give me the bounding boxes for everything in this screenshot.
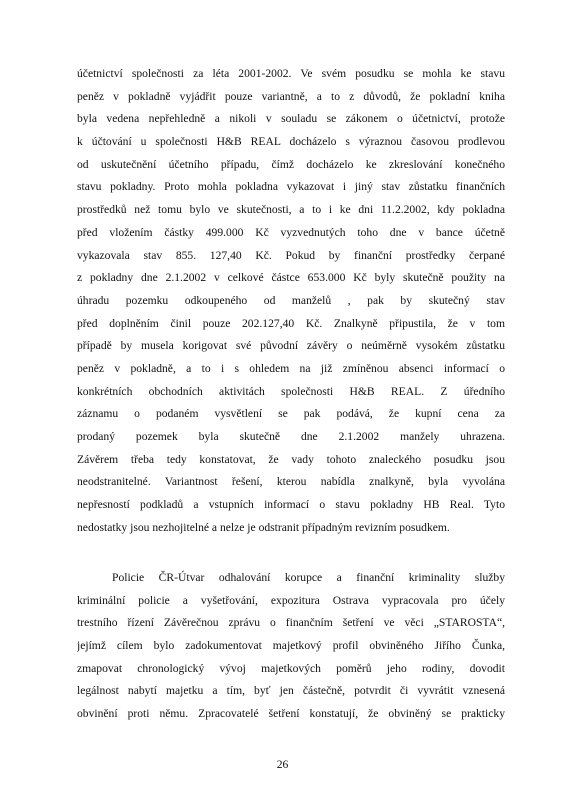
text-line: nedostatky jsou nezhojitelné a nelze je odstranit případným revizním posudkem.	[77, 520, 450, 534]
text-line: trestního řízení Závěrečnou zprávu o finančním šetření ve věci „STAROSTA“,	[77, 616, 505, 630]
text-line: prodaný pozemek byla skutečně dne 2.1.2002 manžely uhrazena.	[77, 430, 505, 443]
text-line: jejímž cílem bylo zadokumentovat majetkový profil obviněného Jiřího Čunka,	[77, 639, 505, 653]
text-line: případě by musela korigovat své původní závěry o neúměrně vysokém zůstatku	[77, 339, 505, 353]
text-line: konkrétních obchodních aktivitách společnosti H&B REAL. Z úředního	[77, 384, 505, 398]
text-line: zmapovat chronologický vývoj majetkových poměrů jeho rodiny, dovodit	[77, 661, 505, 675]
text-line: legálnost nabytí majetku a tím, byť jen částečně, potvrdit či vyvrátit vznesená	[77, 684, 505, 698]
text-line: prostředků než tomu bylo ve skutečnosti, a to i ke dni 11.2.2002, kdy pokladna	[77, 203, 505, 217]
text-line: Závěrem třeba tedy konstatovat, že vady tohoto znaleckého posudku jsou	[77, 452, 505, 466]
text-line: záznamu o podaném vysvětlení se pak podává, že kupní cena za	[77, 407, 505, 421]
paragraph-expert-opinion	[77, 63, 505, 539]
text-line: nepřesností podkladů a vstupních informací o stavu pokladny HB Real. Tyto	[77, 498, 505, 512]
text-line: od uskutečnění účetního případu, čímž docházelo ke zkreslování konečného	[77, 157, 505, 171]
text-line: obvinění proti němu. Zpracovatelé šetření konstatují, že obviněný se prakticky	[77, 707, 505, 721]
paragraph-police-report	[77, 567, 505, 726]
text-line: vykazovala stav 855. 127,40 Kč. Pokud by finanční prostředky čerpané	[77, 248, 505, 262]
text-line: před doplněním činil pouze 202.127,40 Kč. Znalkyně připustila, že v tom	[77, 316, 505, 330]
text-line: z pokladny dne 2.1.2002 v celkové částce 653.000 Kč byly skutečně použity na	[77, 271, 505, 285]
text-line: peněz v pokladně vyjádřit pouze variantně, a to z důvodů, že pokladní kniha	[77, 89, 505, 103]
page-number: 26	[276, 758, 289, 771]
text-line: před vložením částky 499.000 Kč vyzvednutých toho dne v bance účetně	[77, 225, 505, 239]
text-line: Policie ČR-Útvar odhalování korupce a finanční kriminality služby	[112, 571, 505, 584]
text-line: byla vedena nepřehledně a nikoli v souladu se zákonem o účetnictví, protože	[77, 112, 505, 126]
text-line: kriminální policie a vyšetřování, expozitura Ostrava vypracovala pro účely	[77, 593, 505, 607]
text-line: stavu pokladny. Proto mohla pokladna vykazovat i jiný stav zůstatku finančních	[77, 180, 505, 194]
text-line: peněz v pokladně, a to i s ohledem na již zmíněnou absenci informací o	[77, 361, 505, 375]
text-line: účetnictví společnosti za léta 2001-2002. Ve svém posudku se mohla ke stavu	[77, 67, 505, 80]
text-line: úhradu pozemku odkoupeného od manželů , pak by skutečný stav	[77, 293, 505, 307]
text-line: k účtování u společnosti H&B REAL docházelo s výraznou časovou prodlevou	[77, 135, 505, 149]
text-line: neodstranitelné. Variantnost řešení, kterou nabídla znalkyně, byla vyvolána	[77, 475, 505, 489]
